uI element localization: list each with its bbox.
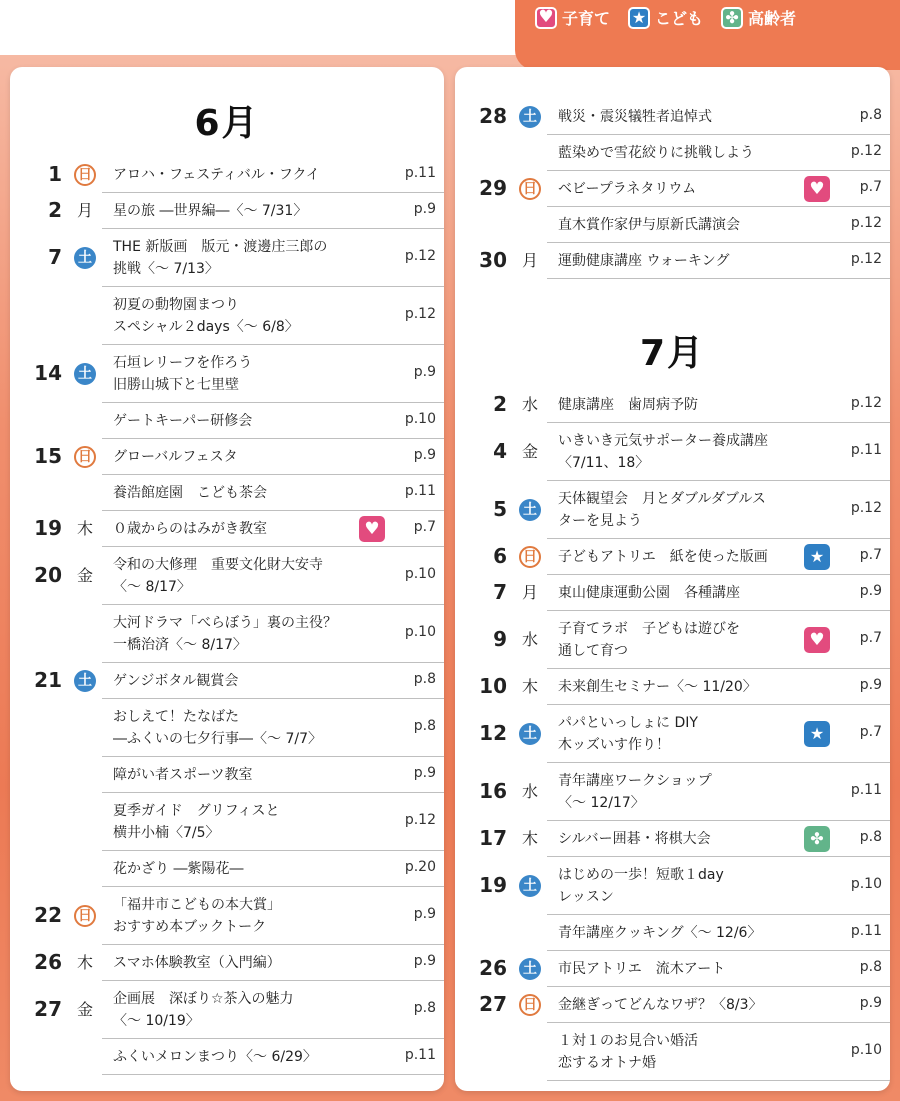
event-day: 29 xyxy=(479,176,507,200)
event-title[interactable] xyxy=(558,922,761,944)
event-title-line: ターを見よう xyxy=(558,513,642,529)
event-title[interactable] xyxy=(558,676,757,698)
event-day: 19 xyxy=(34,516,62,540)
event-title[interactable] xyxy=(558,106,712,128)
row-divider xyxy=(102,1074,444,1075)
event-row[interactable] xyxy=(10,439,444,475)
event-title-line: レッスン xyxy=(558,889,614,905)
event-title-line: 星の旅 ―世界編―〈～ 7/31〉 xyxy=(113,203,308,219)
event-row[interactable] xyxy=(10,605,444,663)
event-row[interactable] xyxy=(455,171,890,207)
page-ref: p.11 xyxy=(404,1047,436,1063)
event-title-line: 企画展 深ぼり☆茶入の魅力 xyxy=(113,991,294,1007)
event-row[interactable] xyxy=(455,99,890,135)
weekday-badge: 月 xyxy=(521,583,538,602)
event-day: 19 xyxy=(479,873,507,897)
weekday-badge: 水 xyxy=(521,395,538,414)
event-day: 1 xyxy=(48,162,62,186)
weekday-badge: 木 xyxy=(76,519,93,538)
event-row[interactable] xyxy=(10,1039,444,1075)
event-title[interactable] xyxy=(558,828,711,850)
event-title[interactable] xyxy=(558,958,725,980)
event-day: 6 xyxy=(493,544,507,568)
event-row[interactable] xyxy=(455,539,890,575)
event-title[interactable] xyxy=(558,1030,698,1074)
page-ref: p.12 xyxy=(404,812,436,828)
page-ref: p.10 xyxy=(850,1042,882,1058)
event-row[interactable] xyxy=(455,987,890,1023)
event-row[interactable] xyxy=(10,945,444,981)
event-title[interactable] xyxy=(113,518,267,540)
event-row[interactable] xyxy=(455,763,890,821)
event-day: 22 xyxy=(34,903,62,927)
event-title-line: アロハ・フェスティバル・フクイ xyxy=(113,167,320,183)
event-title[interactable] xyxy=(113,894,281,938)
event-title[interactable] xyxy=(558,618,740,662)
event-title-line: 藍染めで雪花絞りに挑戦しよう xyxy=(558,145,754,161)
event-title-line: ゲートキーパー研修会 xyxy=(113,413,253,429)
page-ref: p.11 xyxy=(850,923,882,939)
event-title-line: 〈～ 8/17〉 xyxy=(113,579,191,595)
event-row[interactable] xyxy=(455,387,890,423)
page-ref: p.12 xyxy=(404,248,436,264)
event-row[interactable] xyxy=(455,669,890,705)
june-july-panel xyxy=(455,67,890,1091)
event-row[interactable] xyxy=(455,575,890,611)
page-ref: p.9 xyxy=(413,364,436,380)
event-title-line: 横井小楠〈7/5〉 xyxy=(113,825,220,841)
page-ref: p.9 xyxy=(413,201,436,217)
event-title-line: 「福井市こどもの本大賞」 xyxy=(113,897,281,913)
event-title-line: 戦災・震災犠牲者追悼式 xyxy=(558,109,712,125)
event-row[interactable] xyxy=(455,857,890,915)
event-title[interactable] xyxy=(113,800,279,844)
event-title-line: 初夏の動物園まつり xyxy=(113,297,239,313)
event-title[interactable] xyxy=(558,546,768,568)
weekday-badge: 土 xyxy=(74,247,96,269)
page-ref: p.7 xyxy=(859,630,882,646)
legend-seniors-label: 高齢者 xyxy=(748,9,797,28)
event-row[interactable] xyxy=(10,547,444,605)
event-day: 27 xyxy=(34,997,62,1021)
event-title-line: １対１のお見合い婚活 xyxy=(558,1033,698,1049)
page-ref: p.12 xyxy=(850,215,882,231)
weekday-badge: 水 xyxy=(521,630,538,649)
page-ref: p.10 xyxy=(404,566,436,582)
event-row[interactable] xyxy=(10,663,444,699)
page-ref: p.8 xyxy=(413,671,436,687)
page-ref: p.8 xyxy=(859,959,882,975)
legend-childcare xyxy=(535,6,610,29)
weekday-badge: 金 xyxy=(521,442,538,461)
event-row[interactable] xyxy=(455,423,890,481)
event-row[interactable] xyxy=(10,345,444,403)
event-day: 28 xyxy=(479,104,507,128)
page-ref: p.9 xyxy=(413,906,436,922)
legend-childcare-label: 子育て xyxy=(562,9,611,28)
event-row[interactable] xyxy=(10,229,444,287)
weekday-badge: 日 xyxy=(74,164,96,186)
weekday-badge: 水 xyxy=(521,782,538,801)
event-title-line: ―ふくいの七夕行事―〈～ 7/7〉 xyxy=(113,731,322,747)
event-row[interactable] xyxy=(455,951,890,987)
event-title-line: 旧勝山城下と七里壁 xyxy=(113,377,239,393)
weekday-badge: 土 xyxy=(74,670,96,692)
page-ref: p.8 xyxy=(413,1000,436,1016)
event-day: 14 xyxy=(34,361,62,385)
event-title-line: 養浩館庭園 こども茶会 xyxy=(113,485,267,501)
row-divider xyxy=(547,278,890,279)
event-title-line: パパといっしょに DIY xyxy=(558,715,698,731)
event-title[interactable] xyxy=(113,858,243,880)
event-day: 2 xyxy=(48,198,62,222)
event-title[interactable] xyxy=(113,164,320,186)
legend-children xyxy=(628,6,703,29)
event-title[interactable] xyxy=(113,352,252,396)
event-title-line: 子育てラボ 子どもは遊びを xyxy=(558,621,740,637)
event-title-line: 一橋治済〈～ 8/17〉 xyxy=(113,637,247,653)
page-ref: p.10 xyxy=(850,876,882,892)
event-title[interactable] xyxy=(113,294,299,338)
event-title[interactable] xyxy=(113,988,294,1032)
event-day: 17 xyxy=(479,826,507,850)
legend xyxy=(535,6,796,29)
event-title[interactable] xyxy=(558,214,740,236)
event-day: 7 xyxy=(48,245,62,269)
event-day: 27 xyxy=(479,992,507,1016)
event-day: 16 xyxy=(479,779,507,803)
event-row[interactable] xyxy=(455,915,890,951)
event-day: 2 xyxy=(493,392,507,416)
event-title-line: 青年講座ワークショップ xyxy=(558,773,712,789)
event-title-line: 運動健康講座 ウォーキング xyxy=(558,253,730,269)
weekday-badge: 月 xyxy=(521,251,538,270)
page-ref: p.12 xyxy=(404,306,436,322)
event-row[interactable] xyxy=(455,243,890,279)
event-title[interactable] xyxy=(558,582,740,604)
event-title[interactable] xyxy=(113,446,238,468)
event-title-line: 東山健康運動公園 各種講座 xyxy=(558,585,740,601)
event-title-line: THE 新版画 版元・渡邊庄三郎の xyxy=(113,239,328,255)
legend-seniors xyxy=(721,6,796,29)
event-title-line: 〈7/11、18〉 xyxy=(558,455,650,471)
page-ref: p.9 xyxy=(859,677,882,693)
weekday-badge: 金 xyxy=(76,566,93,585)
month-title-july: 7月 xyxy=(639,333,706,374)
event-day: 21 xyxy=(34,668,62,692)
june-panel xyxy=(10,67,444,1091)
event-title-line: 木ッズいす作り！ xyxy=(558,737,670,753)
event-day: 12 xyxy=(479,721,507,745)
event-title-line: シルバー囲碁・将棋大会 xyxy=(558,831,711,847)
event-row[interactable] xyxy=(10,981,444,1039)
event-row[interactable] xyxy=(10,699,444,757)
event-title[interactable] xyxy=(113,1046,317,1068)
legend-children-label: こども xyxy=(655,9,704,28)
page-ref: p.8 xyxy=(413,718,436,734)
event-title-line: ベビープラネタリウム xyxy=(558,181,697,197)
event-row[interactable] xyxy=(10,511,444,547)
page-ref: p.8 xyxy=(859,829,882,845)
event-title-line: 大河ドラマ「べらぼう」裏の主役？ xyxy=(113,615,337,631)
event-day: 15 xyxy=(34,444,62,468)
page-ref: p.9 xyxy=(859,583,882,599)
star-icon xyxy=(804,544,830,570)
page-ref: p.7 xyxy=(859,724,882,740)
event-row[interactable] xyxy=(10,887,444,945)
page-ref: p.9 xyxy=(413,765,436,781)
event-title[interactable] xyxy=(113,236,327,280)
page-ref: p.9 xyxy=(413,447,436,463)
event-title[interactable] xyxy=(558,394,698,416)
senior-icon xyxy=(804,826,830,852)
event-day: 5 xyxy=(493,497,507,521)
event-title-line: 金継ぎってどんなワザ？〈8/3〉 xyxy=(558,997,763,1013)
page-ref: p.7 xyxy=(859,547,882,563)
weekday-badge: 土 xyxy=(519,958,541,980)
event-title-line: 〈～ 12/17〉 xyxy=(558,795,645,811)
event-title-line: ０歳からのはみがき教室 xyxy=(113,521,267,537)
event-title-line: 未来創生セミナー〈～ 11/20〉 xyxy=(558,679,757,695)
event-day: 30 xyxy=(479,248,507,272)
event-row[interactable] xyxy=(10,793,444,851)
event-title-line: 市民アトリエ 流木アート xyxy=(558,961,726,977)
page-ref: p.12 xyxy=(850,395,882,411)
weekday-badge: 日 xyxy=(519,994,541,1016)
heart-icon xyxy=(804,176,830,202)
event-title-line: スマホ体験教室（入門編） xyxy=(113,955,281,971)
weekday-badge: 木 xyxy=(521,677,538,696)
star-icon xyxy=(804,721,830,747)
event-row[interactable] xyxy=(455,1023,890,1081)
page-ref: p.8 xyxy=(859,107,882,123)
weekday-badge: 日 xyxy=(74,905,96,927)
event-title-line: 夏季ガイド グリフィスと xyxy=(113,803,280,819)
weekday-badge: 日 xyxy=(519,546,541,568)
event-title[interactable] xyxy=(558,250,729,272)
event-day: 7 xyxy=(493,580,507,604)
event-title[interactable] xyxy=(113,410,252,432)
event-row[interactable] xyxy=(455,207,890,243)
event-day: 26 xyxy=(34,950,62,974)
event-title-line: 天体観望会 月とダブルダブルス xyxy=(558,491,766,507)
event-title-line: いきいき元気サポーター養成講座 xyxy=(558,433,768,449)
event-title[interactable] xyxy=(113,612,337,656)
event-title-line: 恋するオトナ婚 xyxy=(558,1055,656,1071)
event-day: 20 xyxy=(34,563,62,587)
event-title[interactable] xyxy=(113,952,281,974)
event-title[interactable] xyxy=(113,482,267,504)
event-title-line: 子どもアトリエ 紙を使った版画 xyxy=(558,549,768,565)
senior-icon xyxy=(721,7,743,29)
page-ref: p.10 xyxy=(404,411,436,427)
event-day: 26 xyxy=(479,956,507,980)
weekday-badge: 木 xyxy=(521,829,538,848)
page-ref: p.11 xyxy=(404,165,436,181)
page-ref: p.11 xyxy=(850,442,882,458)
event-title[interactable] xyxy=(113,670,238,692)
weekday-badge: 月 xyxy=(76,201,93,220)
weekday-badge: 日 xyxy=(74,446,96,468)
event-row[interactable] xyxy=(455,611,890,669)
event-row[interactable] xyxy=(10,757,444,793)
page-ref: p.12 xyxy=(850,500,882,516)
event-title[interactable] xyxy=(113,764,252,786)
event-row[interactable] xyxy=(455,705,890,763)
page-ref: p.20 xyxy=(404,859,436,875)
event-row[interactable] xyxy=(10,193,444,229)
event-title-line: 石垣レリーフを作ろう xyxy=(113,355,253,371)
event-title[interactable] xyxy=(558,178,696,200)
event-title-line: 令和の大修理 重要文化財大安寺 xyxy=(113,557,323,573)
event-title-line: おしえて！たなばた xyxy=(113,709,239,725)
month-title-june: 6月 xyxy=(194,103,260,144)
heart-icon xyxy=(359,516,385,542)
heart-icon xyxy=(804,627,830,653)
event-title-line: スペシャル２days〈～ 6/8〉 xyxy=(113,319,299,335)
star-icon xyxy=(628,7,650,29)
event-title[interactable] xyxy=(558,430,768,474)
event-title[interactable] xyxy=(558,994,763,1016)
event-title-line: 直木賞作家伊与原新氏講演会 xyxy=(558,217,740,233)
event-title[interactable] xyxy=(113,200,307,222)
page-ref: p.9 xyxy=(413,953,436,969)
event-title-line: 花かざり ―紫陽花― xyxy=(113,861,244,877)
page-ref: p.12 xyxy=(850,143,882,159)
row-divider xyxy=(547,1080,890,1081)
event-title[interactable] xyxy=(558,864,724,908)
page-ref: p.9 xyxy=(859,995,882,1011)
page-ref: p.7 xyxy=(859,179,882,195)
event-row[interactable] xyxy=(10,475,444,511)
page-ref: p.12 xyxy=(850,251,882,267)
event-title-line: ゲンジボタル観賞会 xyxy=(113,673,239,689)
weekday-badge: 木 xyxy=(76,953,93,972)
event-title-line: 挑戦〈～ 7/13〉 xyxy=(113,261,219,277)
event-row[interactable] xyxy=(10,287,444,345)
weekday-badge: 土 xyxy=(519,723,541,745)
event-row[interactable] xyxy=(10,403,444,439)
event-title-line: おすすめ本ブックトーク xyxy=(113,919,267,935)
event-row[interactable] xyxy=(455,481,890,539)
event-title-line: 青年講座クッキング〈～ 12/6〉 xyxy=(558,925,762,941)
event-row[interactable] xyxy=(10,851,444,887)
event-day: 10 xyxy=(479,674,507,698)
event-day: 9 xyxy=(493,627,507,651)
event-title[interactable] xyxy=(558,488,766,532)
event-title-line: ふくいメロンまつり〈～ 6/29〉 xyxy=(113,1049,317,1065)
event-title[interactable] xyxy=(113,554,323,598)
weekday-badge: 土 xyxy=(519,875,541,897)
event-title-line: グローバルフェスタ xyxy=(113,449,238,465)
event-title-line: 通して育つ xyxy=(558,643,628,659)
event-day: 4 xyxy=(493,439,507,463)
weekday-badge: 土 xyxy=(519,499,541,521)
event-title-line: 障がい者スポーツ教室 xyxy=(113,767,253,783)
weekday-badge: 土 xyxy=(519,106,541,128)
weekday-badge: 日 xyxy=(519,178,541,200)
event-title[interactable] xyxy=(558,770,712,814)
page-ref: p.10 xyxy=(404,624,436,640)
event-title-line: 健康講座 歯周病予防 xyxy=(558,397,698,413)
event-title[interactable] xyxy=(558,712,698,756)
event-row[interactable] xyxy=(10,157,444,193)
event-title[interactable] xyxy=(558,142,754,164)
page-ref: p.11 xyxy=(850,782,882,798)
weekday-badge: 土 xyxy=(74,363,96,385)
weekday-badge: 金 xyxy=(76,1000,93,1019)
event-title[interactable] xyxy=(113,706,322,750)
event-title-line: はじめの一歩！短歌１day xyxy=(558,867,724,883)
event-row[interactable] xyxy=(455,821,890,857)
heart-icon xyxy=(535,7,557,29)
page-ref: p.11 xyxy=(404,483,436,499)
event-title-line: 〈～ 10/19〉 xyxy=(113,1013,200,1029)
page-ref: p.7 xyxy=(413,519,436,535)
event-row[interactable] xyxy=(455,135,890,171)
